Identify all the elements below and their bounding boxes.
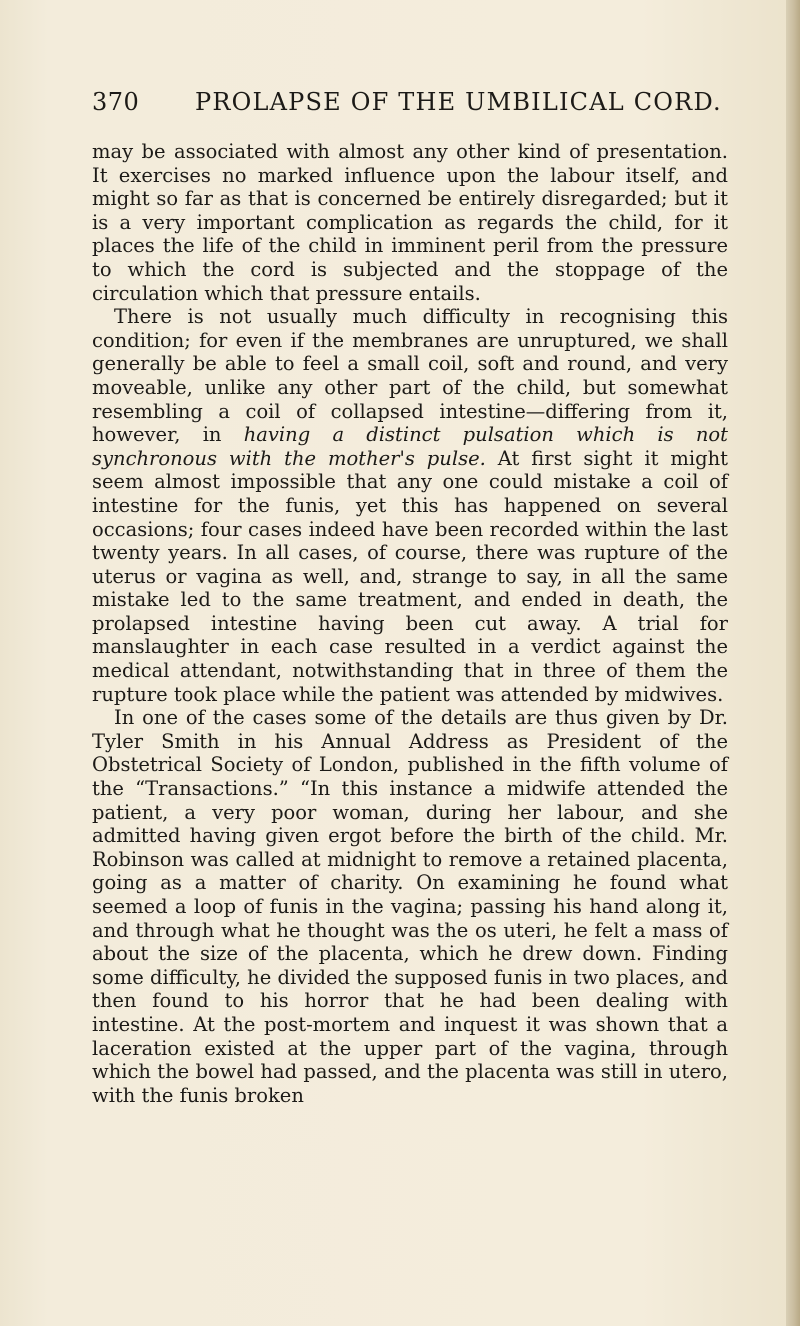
paragraph-2-text-before: There is not usually much difficulty in recognising this condition; for even if the membranes are unruptured, we shall generally be able to feel a small coil, soft and round, and very moveable, unlike any other part of the child, but somewhat resembling a coil of collapsed intestine—differing from it, however, in xyxy=(92,305,728,447)
page-number: 370 xyxy=(92,88,140,116)
paragraph-2-italic: having a distinct pulsation which is not synchronous with the mother's pulse. xyxy=(92,423,728,470)
page-header xyxy=(92,82,732,122)
body-text xyxy=(92,140,728,1107)
paragraph-1: may be associated with almost any other kind of presentation. It exercises no marked influence upon the labour itself, and might so far as that is concerned be entirely disregarded; but it is a very important complication as regards the child, for it places the life of the child in imminent peril from the pressure to which the cord is subjected and the stoppage of the circulation which that pressure entails. xyxy=(92,140,728,305)
page-edge xyxy=(786,0,800,1326)
paragraph-2 xyxy=(92,305,728,706)
paragraph-2-text-after: At first sight it might seem almost impossible that any one could mistake a coil of intestine for the funis, yet this has happened on several occasions; four cases indeed have been recorded within the last twenty years. In all cases, of course, there was rupture of the uterus or vagina as well, and, strange to say, in all the same mistake led to the same treatment, and ended in death, the prolapsed intestine having been cut away. A trial for manslaughter in each case resulted in a verdict against the medical attendant, notwithstanding that in three of them the rupture took place while the patient was attended by midwives. xyxy=(92,446,728,706)
paragraph-3: In one of the cases some of the details are thus given by Dr. Tyler Smith in his Annual Address as President of the Obstetrical Society of London, published in the fifth volume of the “Transactions.” “In this instance a midwife attended the patient, a very poor woman, during her labour, and she admitted having given ergot before the birth of the child. Mr. Robinson was called at midnight to remove a retained placenta, going as a matter of charity. On examining he found what seemed a loop of funis in the vagina; passing his hand along it, and through what he thought was the os uteri, he felt a mass of about the size of the placenta, which he drew down. Finding some difficulty, he divided the supposed funis in two places, and then found to his horror that he had been dealing with intestine. At the post-mortem and inquest it was shown that a laceration existed at the upper part of the vagina, through which the bowel had passed, and the placenta was still in utero, with the funis broken xyxy=(92,706,728,1107)
running-title: PROLAPSE OF THE UMBILICAL CORD. xyxy=(195,88,722,116)
